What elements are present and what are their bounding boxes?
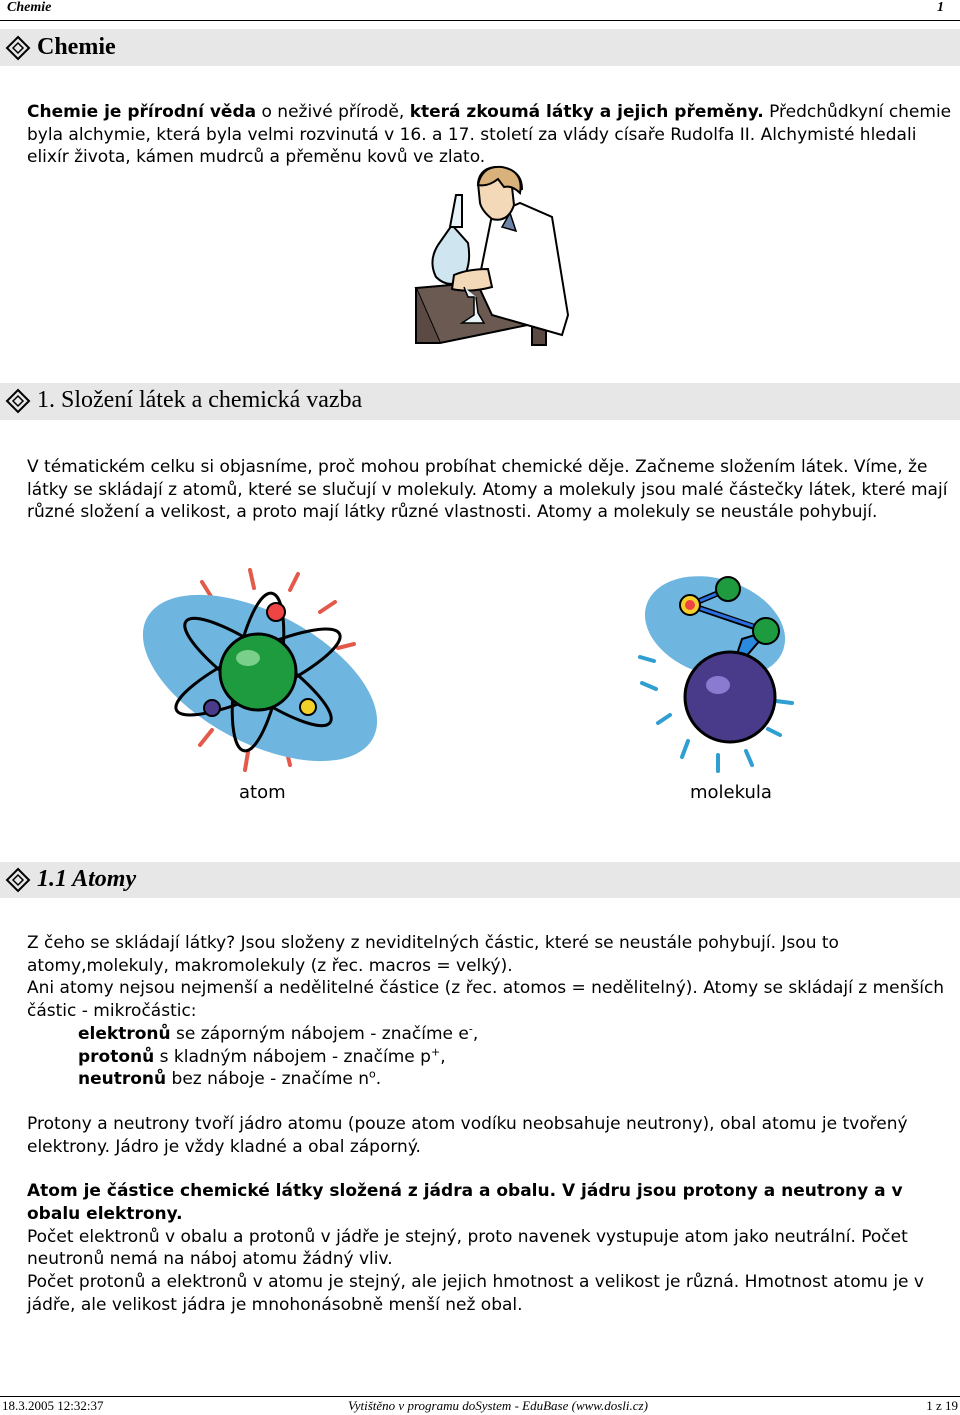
chemist-illustration xyxy=(412,165,572,350)
section-heading-chemie xyxy=(0,29,960,66)
atom-caption: atom xyxy=(239,782,286,803)
atoms-definition xyxy=(27,1180,952,1225)
particle-name: neutronů xyxy=(78,1069,167,1090)
diamond-bullet-icon xyxy=(5,867,31,893)
footer-rule xyxy=(0,1396,960,1397)
particle-list-item xyxy=(27,1046,952,1069)
molecule-illustration xyxy=(630,565,800,780)
intro-text-1: o neživé přírodě, xyxy=(256,102,410,122)
diamond-bullet-icon xyxy=(5,388,31,414)
atoms-paragraph-4b: Počet protonů a elektronů v atomu je stejný, ale jejich hmotnost a velikost je různá. Hmotnost atomu je v jádře, ale velikost jádra je mnohonásobně menší než obal. xyxy=(27,1272,924,1315)
particle-name: elektronů xyxy=(78,1023,171,1044)
section-heading-1 xyxy=(0,383,960,420)
intro-text-2: Předchůdkyní chemie byla alchymie, která byla velmi rozvinutá v 16. a 17. století za vlády císaře Rudolfa II. Alchymisté hledali elixír života, kámen mudrců a přeměnu kovů ve zlato. xyxy=(27,102,952,168)
intro-bold-1: Chemie je přírodní věda xyxy=(27,102,257,122)
particle-end: , xyxy=(440,1046,446,1067)
page-number: 1 xyxy=(937,0,944,15)
atoms-paragraph-2: Ani atomy nejsou nejmenší a nedělitelné částice (z řec. atomos = nedělitelný). Atomy se skládají z menších částic - mikročástic: xyxy=(27,978,945,1022)
section-heading-1-1 xyxy=(0,862,960,898)
section-title: 1.1 Atomy xyxy=(37,866,137,892)
particle-symbol-sup: o xyxy=(369,1067,376,1081)
particle-text: s kladným nábojem - značíme p xyxy=(154,1046,431,1067)
atoms-body xyxy=(27,932,952,1317)
particle-list-item xyxy=(27,1023,952,1046)
atom-illustration xyxy=(130,560,390,780)
section-title: Chemie xyxy=(37,34,116,60)
atoms-paragraph-3: Protony a neutrony tvoří jádro atomu (pouze atom vodíku neobsahuje neutrony), obal atomu je tvořený elektrony. Jádro je vždy kladné a obal záporný. xyxy=(27,1113,908,1157)
atoms-definition-bold: Atom je částice chemické látky složená z jádra a obalu. V jádru jsou protony a neutrony a v obalu elektrony. xyxy=(27,1181,903,1225)
particle-name: protonů xyxy=(78,1046,155,1067)
footer-page-count: 1 z 19 xyxy=(926,1398,958,1413)
section-title: 1. Složení látek a chemická vazba xyxy=(37,387,363,413)
particle-end: , xyxy=(472,1023,479,1044)
atoms-paragraph-4a: Počet elektronů v obalu a protonů v jádře je stejný, proto navenek vystupuje atom jako neutrální. Počet neutronů nemá na náboj atomu žádný vliv. xyxy=(27,1226,908,1270)
particle-end: . xyxy=(375,1069,382,1090)
running-header-title: Chemie xyxy=(7,0,52,15)
footer-printed-note: Vytištěno v programu doSystem - EduBase (www.dosli.cz) xyxy=(348,1398,648,1413)
atoms-paragraph-1: Z čeho se skládají látky? Jsou složeny z neviditelných částic, které se neustále pohybují. Jsou to atomy,molekuly, makromolekuly (z řec. macros = velký). xyxy=(27,933,839,976)
particle-text: bez náboje - značíme n xyxy=(166,1069,370,1090)
particle-symbol-sup: + xyxy=(430,1044,441,1058)
particle-text: se záporným nábojem - značíme e xyxy=(170,1023,469,1044)
particle-list-item xyxy=(27,1068,952,1091)
diamond-bullet-icon xyxy=(5,35,31,61)
footer-datetime: 18.3.2005 12:32:37 xyxy=(2,1398,104,1413)
intro-bold-2: která zkoumá látky a jejich přeměny. xyxy=(409,102,764,122)
intro-paragraph xyxy=(27,101,952,169)
header-rule xyxy=(0,20,960,21)
section1-paragraph: V tématickém celku si objasníme, proč mohou probíhat chemické děje. Začneme složením látek. Víme, že látky se skládají z atomů, které se slučují v molekuly. Atomy a molekuly jsou malé částečky látek, které mají různé složení a velikost, a proto mají látky různé vlastnosti. Atomy a molekuly se neustále pohybují. xyxy=(27,457,948,523)
particle-symbol-sup: - xyxy=(468,1022,473,1036)
molecule-caption: molekula xyxy=(690,782,772,803)
